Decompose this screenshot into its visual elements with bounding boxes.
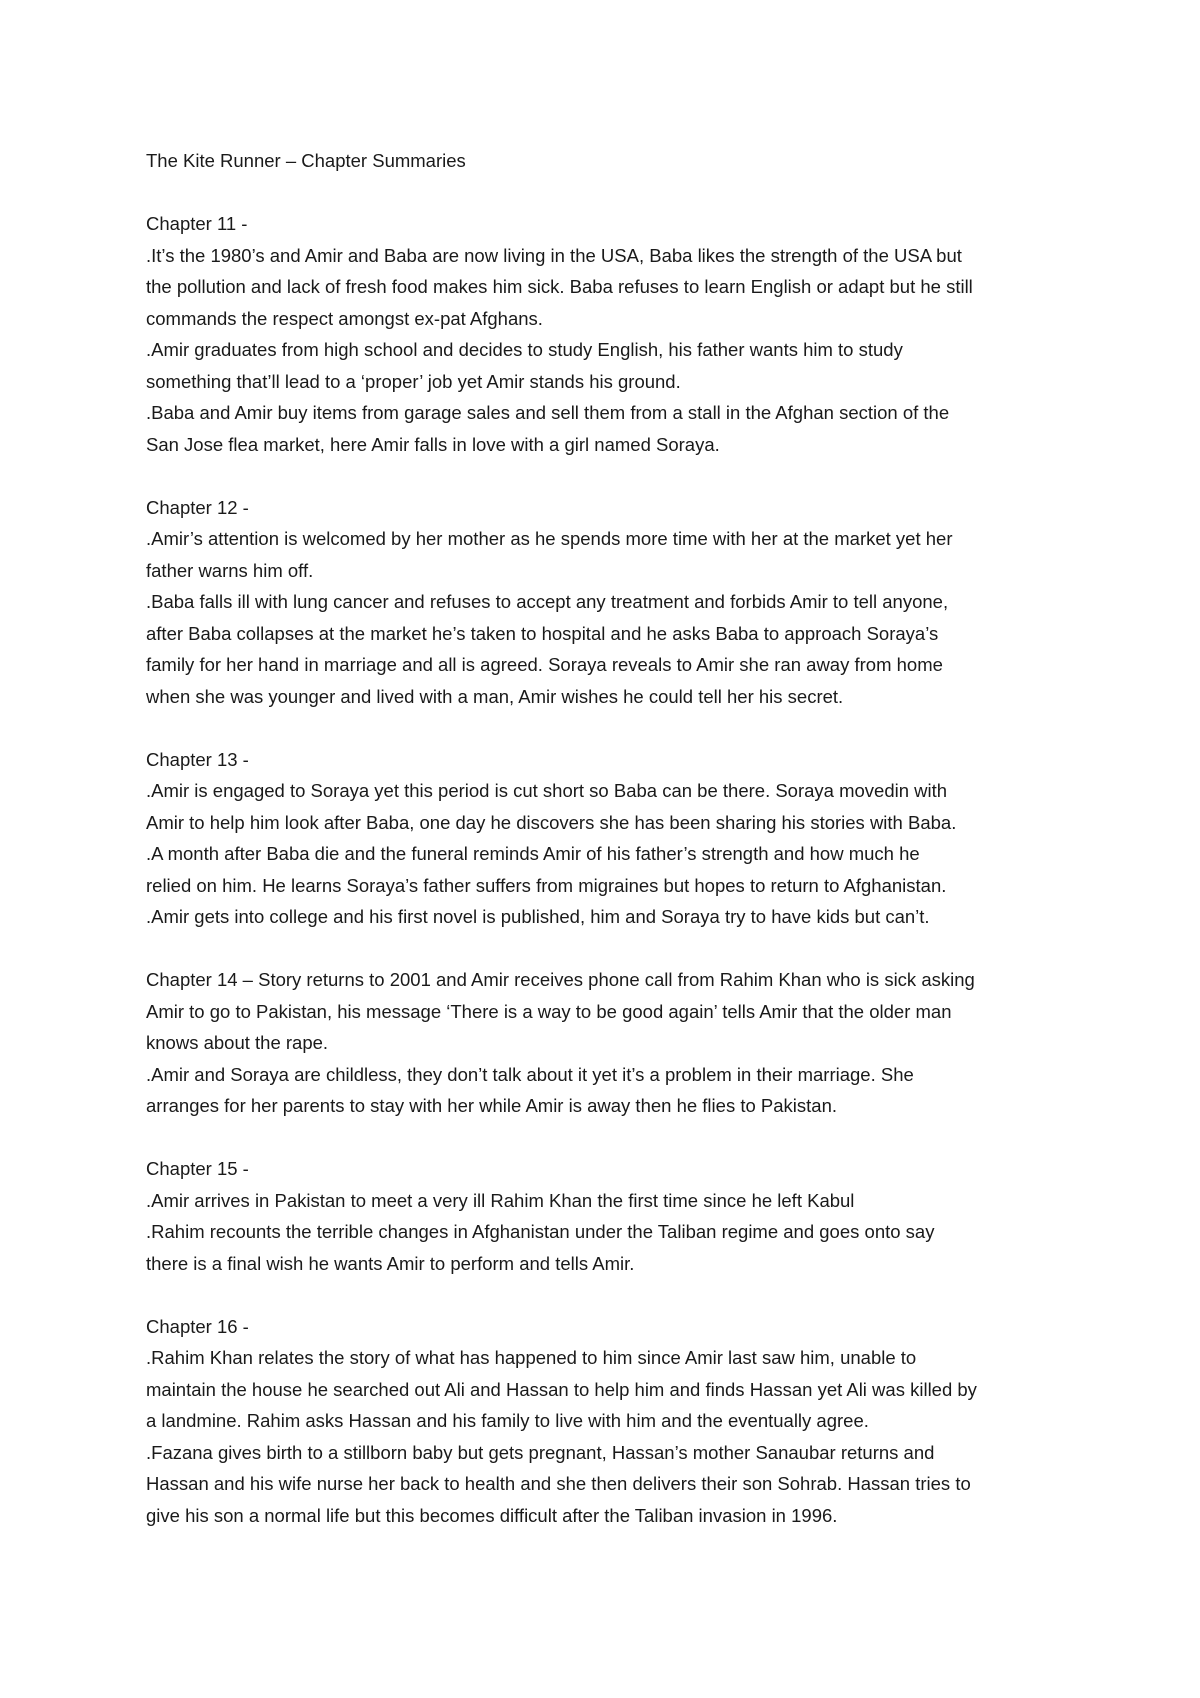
- chapter-13-text-line: .Amir gets into college and his first novel is published, him and Soraya try to have kids but can’t.: [146, 906, 930, 927]
- chapter-16-text-line: .Rahim Khan relates the story of what has happened to him since Amir last saw him, unable to: [146, 1347, 917, 1368]
- chapter-12-text-line: .Baba falls ill with lung cancer and refuses to accept any treatment and forbids Amir to tell anyone,: [146, 591, 949, 612]
- chapter-16-text-line: Hassan and his wife nurse her back to health and she then delivers their son Sohrab. Hassan tries to: [146, 1473, 971, 1494]
- chapter-12-text-line: after Baba collapses at the market he’s taken to hospital and he asks Baba to approach Soraya’s: [146, 622, 939, 644]
- chapter-11-text-line: .It’s the 1980’s and Amir and Baba are now living in the USA, Baba likes the strength of the USA but: [146, 244, 962, 266]
- chapter-12-heading: Chapter 12 -: [146, 496, 249, 518]
- chapter-16-heading: Chapter 16 -: [146, 1315, 249, 1337]
- chapter-11-section: [146, 208, 1086, 460]
- chapter-11-heading: Chapter 11 -: [146, 213, 248, 234]
- chapter-14-text-line: Amir to go to Pakistan, his message ‘There is a way to be good again’ tells Amir that the older man: [146, 1000, 952, 1022]
- chapter-11-text-line: the pollution and lack of fresh food makes him sick. Baba refuses to learn English or adapt but he still: [146, 276, 973, 297]
- chapter-12-text-line: when she was younger and lived with a man, Amir wishes he could tell her his secret.: [146, 685, 844, 707]
- chapter-15-section: [146, 1153, 1086, 1279]
- chapter-12-text-line: .Amir’s attention is welcomed by her mother as he spends more time with her at the market yet her: [146, 528, 953, 549]
- chapter-14-heading-line: Chapter 14 – Story returns to 2001 and Amir receives phone call from Rahim Khan who is sick asking: [146, 969, 975, 990]
- chapter-11-text-line: .Amir graduates from high school and decides to study English, his father wants him to study: [146, 339, 903, 360]
- chapter-16-section: [146, 1311, 1086, 1532]
- chapter-12-section: [146, 492, 1086, 713]
- chapter-16-text-line: a landmine. Rahim asks Hassan and his family to live with him and the eventually agree.: [146, 1410, 869, 1431]
- chapter-16-text-line: maintain the house he searched out Ali and Hassan to help him and finds Hassan yet Ali was killed by: [146, 1378, 977, 1400]
- chapter-14-text-line: .Amir and Soraya are childless, they don’t talk about it yet it’s a problem in their marriage. She: [146, 1063, 914, 1085]
- chapter-13-text-line: relied on him. He learns Soraya’s father suffers from migraines but hopes to return to Afghanistan.: [146, 874, 947, 896]
- chapter-13-section: [146, 744, 1086, 933]
- chapter-13-text-line: .Amir is engaged to Soraya yet this period is cut short so Baba can be there. Soraya movedin with: [146, 780, 948, 801]
- chapter-13-text-line: Amir to help him look after Baba, one day he discovers she has been sharing his stories with Baba.: [146, 811, 957, 833]
- chapter-11-text-line: .Baba and Amir buy items from garage sales and sell them from a stall in the Afghan section of the: [146, 402, 950, 423]
- chapter-12-text-line: father warns him off.: [146, 559, 314, 581]
- chapter-13-heading: Chapter 13 -: [146, 748, 249, 770]
- chapter-14-text-line: arranges for her parents to stay with her while Amir is away then he flies to Pakistan.: [146, 1095, 837, 1116]
- chapter-12-text-line: family for her hand in marriage and all is agreed. Soraya reveals to Amir she ran away from home: [146, 654, 943, 675]
- chapter-11-text-line: San Jose flea market, here Amir falls in love with a girl named Soraya.: [146, 433, 720, 455]
- chapter-11-text-line: commands the respect amongst ex-pat Afghans.: [146, 307, 543, 329]
- document-title: The Kite Runner – Chapter Summaries: [146, 150, 466, 171]
- chapter-15-text-line: there is a final wish he wants Amir to perform and tells Amir.: [146, 1252, 635, 1274]
- chapter-14-text-line: knows about the rape.: [146, 1032, 329, 1053]
- chapter-16-text-line: give his son a normal life but this becomes difficult after the Taliban invasion in 1996.: [146, 1504, 838, 1526]
- chapter-11-text-line: something that’ll lead to a ‘proper’ job yet Amir stands his ground.: [146, 370, 681, 392]
- chapter-14-section: [146, 964, 1086, 1122]
- chapter-16-text-line: .Fazana gives birth to a stillborn baby but gets pregnant, Hassan’s mother Sanaubar returns and: [146, 1441, 935, 1463]
- chapter-15-text-line: .Rahim recounts the terrible changes in Afghanistan under the Taliban regime and goes onto say: [146, 1221, 935, 1242]
- chapter-13-text-line: .A month after Baba die and the funeral reminds Amir of his father’s strength and how much he: [146, 843, 920, 864]
- document-body: [146, 145, 1086, 1563]
- chapter-15-heading: Chapter 15 -: [146, 1158, 249, 1179]
- chapter-15-text-line: .Amir arrives in Pakistan to meet a very ill Rahim Khan the first time since he left Kabul: [146, 1189, 855, 1211]
